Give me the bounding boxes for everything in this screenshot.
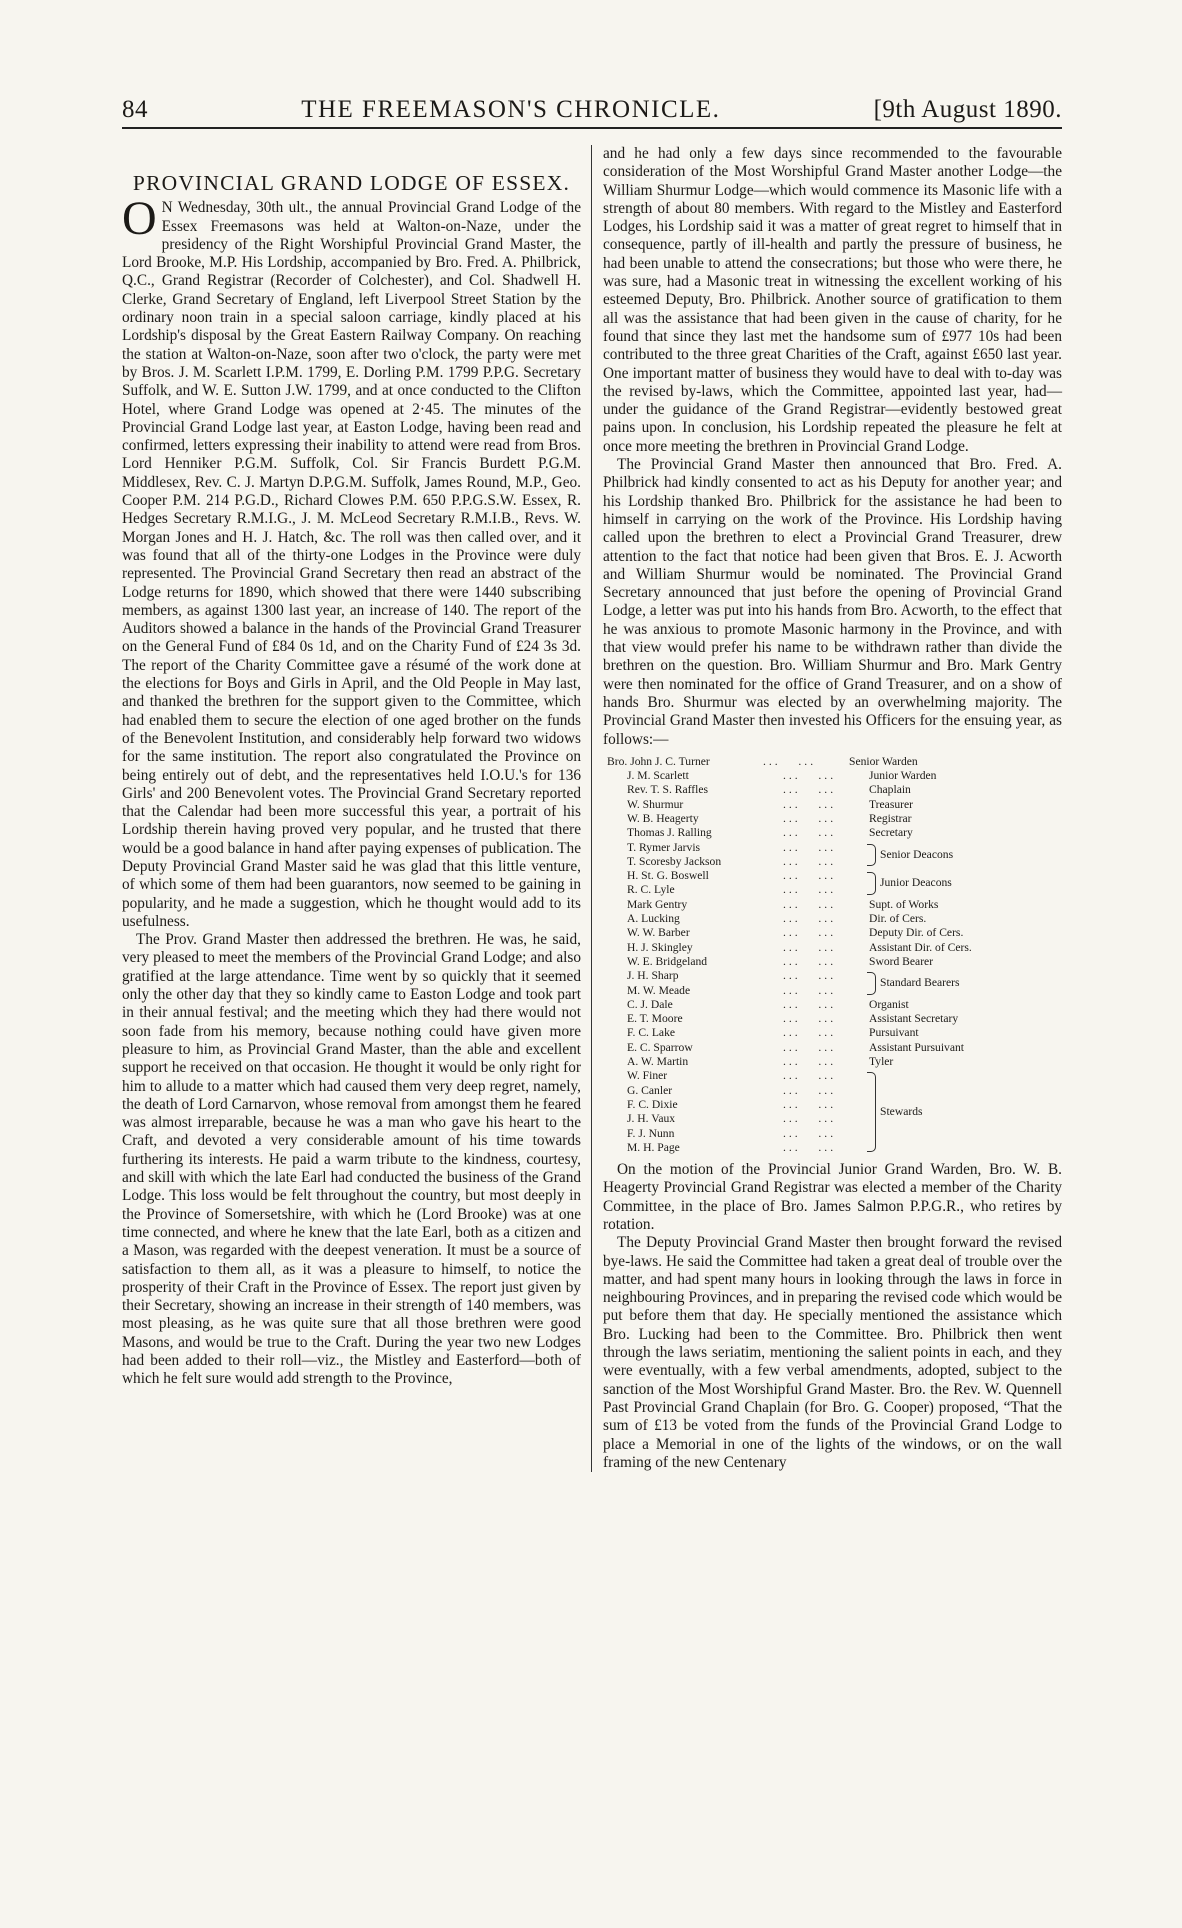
officer-name: E. T. Moore (627, 1012, 683, 1026)
officer-name: H. J. Skingley (627, 940, 693, 954)
officer-name: W. B. Heagerty (627, 811, 699, 825)
officer-row (607, 798, 1062, 812)
officer-name: F. C. Lake (627, 1026, 676, 1040)
officer-name: Thomas J. Ralling (627, 826, 712, 840)
drop-cap: O (122, 192, 157, 246)
officer-office: Secretary (869, 826, 913, 840)
officer-name: H. St. G. Boswell (627, 869, 709, 883)
officer-office: Senior Deacons (880, 847, 954, 861)
leader-dots: ... ... (783, 940, 837, 954)
officer-name: R. C. Lyle (627, 883, 675, 897)
leader-dots: ... ... (783, 869, 837, 883)
officer-row (607, 812, 1062, 826)
officer-name: W. Shurmur (627, 797, 684, 811)
officer-row (607, 783, 1062, 797)
officer-name: E. C. Sparrow (627, 1040, 693, 1054)
leader-dots: ... ... (783, 1012, 837, 1026)
publication-title: THE FREEMASON'S CHRONICLE. (301, 96, 721, 123)
leader-dots: ... ... (783, 1040, 837, 1054)
brace-icon (867, 1072, 876, 1152)
leader-dots: ... ... (783, 797, 837, 811)
right-column (591, 145, 1062, 1472)
officer-name: G. Canler (627, 1083, 673, 1097)
officer-row (607, 926, 1062, 940)
leader-dots: ... ... (783, 840, 837, 854)
officer-name: M. H. Page (627, 1140, 680, 1154)
officer-name: W. W. Barber (627, 926, 690, 940)
officer-name: F. J. Nunn (627, 1126, 675, 1140)
officer-office: Senior Warden (849, 754, 918, 768)
officer-office: Sword Bearer (869, 954, 934, 968)
leader-dots: ... ... (763, 754, 817, 768)
officer-office: Junior Warden (869, 769, 937, 783)
leader-dots: ... ... (783, 1140, 837, 1154)
officer-row (607, 941, 1062, 955)
officer-office: Deputy Dir. of Cers. (869, 926, 964, 940)
leader-dots: ... ... (783, 1083, 837, 1097)
officer-name: M. W. Meade (627, 983, 691, 997)
officer-row (607, 912, 1062, 926)
left-column (122, 145, 591, 1472)
leader-dots: ... ... (783, 1055, 837, 1069)
officer-row (607, 755, 1062, 769)
officer-name: W. Finer (627, 1069, 668, 1083)
officer-row (607, 769, 1062, 783)
officer-name: A. Lucking (627, 912, 680, 926)
brace-group-standard-bearers (607, 969, 1062, 998)
officer-office: Standard Bearers (880, 976, 960, 990)
leader-dots: ... ... (783, 983, 837, 997)
officer-office: Assistant Pursuivant (869, 1040, 965, 1054)
brace-icon (867, 972, 876, 995)
article-paragraph: and he had only a few days since recommended to the favourable consideration of the Most Worshipful Grand Master another Lodge—the William Shurmur Lodge—which would commence its Masonic life with a strength of about 80 members. With regard to the Mistley and Easterford Lodges, his Lordship said it was a matter of great regret to himself that in consequence, partly of ill-health and partly the pressure of business, he had been unable to attend the consecrations; but those who were there, he was sure, had a Masonic treat in witnessing the excellent working of his esteemed Deputy, Bro. Philbrick. Another source of gratification to them all was the assistance that had been given in the cause of charity, for he found that since they last met the handsome sum of £977 10s had been contributed to the three great Charities of the Craft, against £650 last year. One important matter of business they would have to deal with to-day was the revised by-laws, which the Committee, appointed last year, had—under the guidance of the Grand Registrar—evidently bestowed great pains upon. In conclusion, his Lordship repeated the pleasure he felt at once more meeting the brethren in Provincial Grand Lodge. (603, 145, 1062, 455)
officer-office: Tyler (869, 1055, 894, 1069)
running-head (122, 96, 1062, 129)
leader-dots: ... ... (783, 897, 837, 911)
leader-dots: ... ... (783, 912, 837, 926)
officer-office: Chaplain (869, 783, 911, 797)
article-paragraph: The Prov. Grand Master then addressed the brethren. He was, he said, very pleased to meet the members of the Provincial Grand Lodge; and also gratified at the large attendance. Time went by so quickly that it seemed only the other day that they so kindly came to Easton Lodge and took part in their annual festival; and the meeting which they had there would not soon fade from his memory, because nothing could have given more pleasure to him, as Provincial Grand Master, than the able and excellent support he received on that occasion. He thought it would be only right for him to allude to a matter which had caused them very deep regret, namely, the death of Lord Carnarvon, whose removal from amongst them he feared was almost irreparable, because he was a man who gave his heart to the Craft, and devoted a very considerable amount of his time towards furthering its interests. He paid a warm tribute to the kindness, courtesy, and skill with which the late Earl had conducted the business of the Grand Lodge. This loss would be felt throughout the country, but most deeply in the Province of Somersetshire, with which he (Lord Brooke) was at one time connected, and where he knew that the late Earl, both as a citizen and a Mason, was regarded with the deepest veneration. It must be a source of satisfaction to them all, as it was a pleasure to himself, to notice the prosperity of their Craft in the Province of Essex. The report just given by their Secretary, showing an increase in their strength of 140 members, was most pleasing, as he was quite sure that all those brethren were good Masons, and would be true to the Craft. During the year two new Lodges had been added to their roll—viz., the Mistley and Easterford—both of which he felt sure would add strength to the Province, (122, 931, 581, 1388)
officer-office: Assistant Secretary (869, 1012, 959, 1026)
brace-icon (867, 844, 876, 867)
officer-name: F. C. Dixie (627, 1097, 678, 1111)
officer-office: Supt. of Works (869, 897, 939, 911)
officer-row (607, 826, 1062, 840)
officer-office: Pursuivant (869, 1026, 919, 1040)
officer-name: Bro. John J. C. Turner (607, 754, 710, 768)
leader-dots: ... ... (783, 1126, 837, 1140)
officers-list (607, 755, 1062, 1155)
officer-name: W. E. Bridgeland (627, 954, 708, 968)
page-number: 84 (122, 96, 148, 123)
leader-dots: ... ... (783, 854, 837, 868)
leader-dots: ... ... (783, 826, 837, 840)
officer-row (607, 955, 1062, 969)
article-columns (122, 145, 1062, 1472)
officer-name: C. J. Dale (627, 997, 673, 1011)
issue-date: [9th August 1890. (873, 96, 1062, 123)
officer-row (607, 1026, 1062, 1040)
officer-name: T. Scoresby Jackson (627, 854, 722, 868)
leader-dots: ... ... (783, 883, 837, 897)
leader-dots: ... ... (783, 1112, 837, 1126)
article-paragraph: The Provincial Grand Master then announced that Bro. Fred. A. Philbrick had kindly consented to act as his Deputy for another year; and his Lordship thanked Bro. Philbrick for the assistance he had been to himself in carrying on the work of the Province. His Lordship having called upon the brethren to elect a Provincial Grand Treasurer, drew attention to the fact that notice had been given that Bros. E. J. Acworth and William Shurmur would be nominated. The Provincial Grand Secretary announced that just before the opening of Provincial Grand Lodge, a letter was put into his hands from Bro. Acworth, to the effect that he was anxious to promote Masonic harmony in the Province, and with that view would prefer his name to be withdrawn rather than divide the brethren on the question. Bro. William Shurmur and Bro. Mark Gentry were then nominated for the office of Grand Treasurer, and on a show of hands Bro. Shurmur was elected by an overwhelming majority. The Provincial Grand Master then invested his Officers for the ensuing year, as follows:— (603, 456, 1062, 748)
officer-office: Registrar (869, 811, 912, 825)
officer-name: J. M. Scarlett (627, 769, 689, 783)
brace-group-senior-deacons (607, 841, 1062, 870)
officer-row (607, 1055, 1062, 1069)
leader-dots: ... ... (783, 783, 837, 797)
officer-name: J. H. Sharp (627, 969, 679, 983)
officer-row (607, 1012, 1062, 1026)
article-title: PROVINCIAL GRAND LODGE OF ESSEX. (132, 171, 571, 195)
officer-office: Assistant Dir. of Cers. (869, 940, 972, 954)
leader-dots: ... ... (783, 1097, 837, 1111)
article-paragraph (122, 192, 581, 931)
officer-name: Rev. T. S. Raffles (627, 783, 709, 797)
leader-dots: ... ... (783, 954, 837, 968)
officer-name: J. H. Vaux (627, 1112, 676, 1126)
officer-row (607, 1041, 1062, 1055)
leader-dots: ... ... (783, 769, 837, 783)
officer-office: Stewards (880, 1105, 923, 1119)
article-paragraph: The Deputy Provincial Grand Master then brought forward the revised bye-laws. He said the Committee had taken a great deal of trouble over the matter, and had spent many hours in looking through the laws in force in neighbouring Provinces, and in preparing the revised code which would be put before them that day. He specially mentioned the assistance which Bro. Lucking had been to the Committee. Bro. Philbrick then went through the laws seriatim, mentioning the salient points in each, and they were eventually, with a few verbal amendments, adopted, subject to the sanction of the Most Worshipful Grand Master. Bro. the Rev. W. Quennell Past Provincial Grand Chaplain (for Bro. G. Cooper) proposed, “That the sum of £13 be voted from the funds of the Provincial Grand Lodge to place a Memorial in one of the lights of the windows, or on the wall framing of the new Centenary (603, 1234, 1062, 1471)
paragraph-text: N Wednesday, 30th ult., the annual Provincial Grand Lodge of the Essex Freemasons was held at Walton-on-Naze, under the presidency of the Right Worshipful Provincial Grand Master, the Lord Brooke, M.P. His Lordship, accompanied by Bro. Fred. A. Philbrick, Q.C., Grand Registrar (Recorder of Colchester), and Col. Shadwell H. Clerke, Grand Secretary of England, left Liverpool Street Station by the ordinary noon train in a special saloon carriage, kindly placed at his Lordship's disposal by the Great Eastern Railway Company. On reaching the station at Walton-on-Naze, soon after two o'clock, the party were met by Bros. J. M. Scarlett I.P.M. 1799, E. Dorling P.M. 1799 P.P.G. Secretary Suffolk, and W. E. Sutton J.W. 1799, and at once conducted to the Clifton Hotel, where Grand Lodge was opened at 2·45. The minutes of the Provincial Grand Lodge last year, at Easton Lodge, having been read and confirmed, letters expressing their inability to attend were read from Bros. Lord Henniker P.G.M. Suffolk, Col. Sir Francis Burdett P.G.M. Middlesex, Rev. C. J. Martyn D.P.G.M. Suffolk, James Round, M.P., Geo. Cooper P.M. 214 P.G.D., Richard Clowes P.M. 650 P.P.G.S.W. Essex, R. Hedges Secretary R.M.I.G., J. M. McLeod Secretary R.M.I.B., Revs. W. Morgan Jones and H. J. Hatch, &c. The roll was then called over, and it was found that all of the thirty-one Lodges in the Province were duly represented. The Provincial Grand Secretary then read an abstract of the Lodge returns for 1890, which showed that there were 1440 subscribing members, as against 1300 last year, an increase of 140. The report of the Auditors showed a balance in the hands of the Provincial Grand Treasurer on the General Fund of £84 0s 1d, and on the Charity Fund of £24 3s 3d. The report of the Charity Committee gave a résumé of the work done at the elections for Boys and Girls in April, and the Old People in May last, and thanked the brethren for the support given to the Committee, which had enabled them to secure the election of one aged brother on the funds of the Benevolent Institution, and considerably help forward two widows for the same institution. The report also congratulated the Province on being entirely out of debt, and the representatives held I.O.U.'s for 136 Girls' and 200 Benevolent votes. The Provincial Grand Secretary reported that the Calendar had been more successful this year, a portrait of his Lordship therein having proved very popular, and he trusted that there would be a good balance in hand after paying expenses of publication. The Deputy Provincial Grand Master said he was glad that this little venture, of which some of them had been guarantors, now seemed to be gaining in popularity, and he made a suggestion, which he thought would add to its usefulness. (122, 199, 581, 930)
leader-dots: ... ... (783, 811, 837, 825)
officer-office: Junior Deacons (880, 876, 952, 890)
officer-row (607, 998, 1062, 1012)
officer-office: Treasurer (869, 797, 914, 811)
officer-name: Mark Gentry (627, 897, 688, 911)
leader-dots: ... ... (783, 1026, 837, 1040)
brace-group-stewards (607, 1069, 1062, 1155)
leader-dots: ... ... (783, 997, 837, 1011)
officer-row (607, 898, 1062, 912)
brace-group-junior-deacons (607, 869, 1062, 898)
officer-office: Dir. of Cers. (869, 912, 927, 926)
leader-dots: ... ... (783, 1069, 837, 1083)
leader-dots: ... ... (783, 969, 837, 983)
leader-dots: ... ... (783, 926, 837, 940)
officer-name: T. Rymer Jarvis (627, 840, 701, 854)
officer-office: Organist (869, 997, 909, 1011)
brace-icon (867, 872, 876, 895)
article-paragraph: On the motion of the Provincial Junior Grand Warden, Bro. W. B. Heagerty Provincial Grand Registrar was elected a member of the Charity Committee, in the place of Bro. James Salmon P.P.G.R., who retires by rotation. (603, 1161, 1062, 1233)
officer-name: A. W. Martin (627, 1055, 689, 1069)
